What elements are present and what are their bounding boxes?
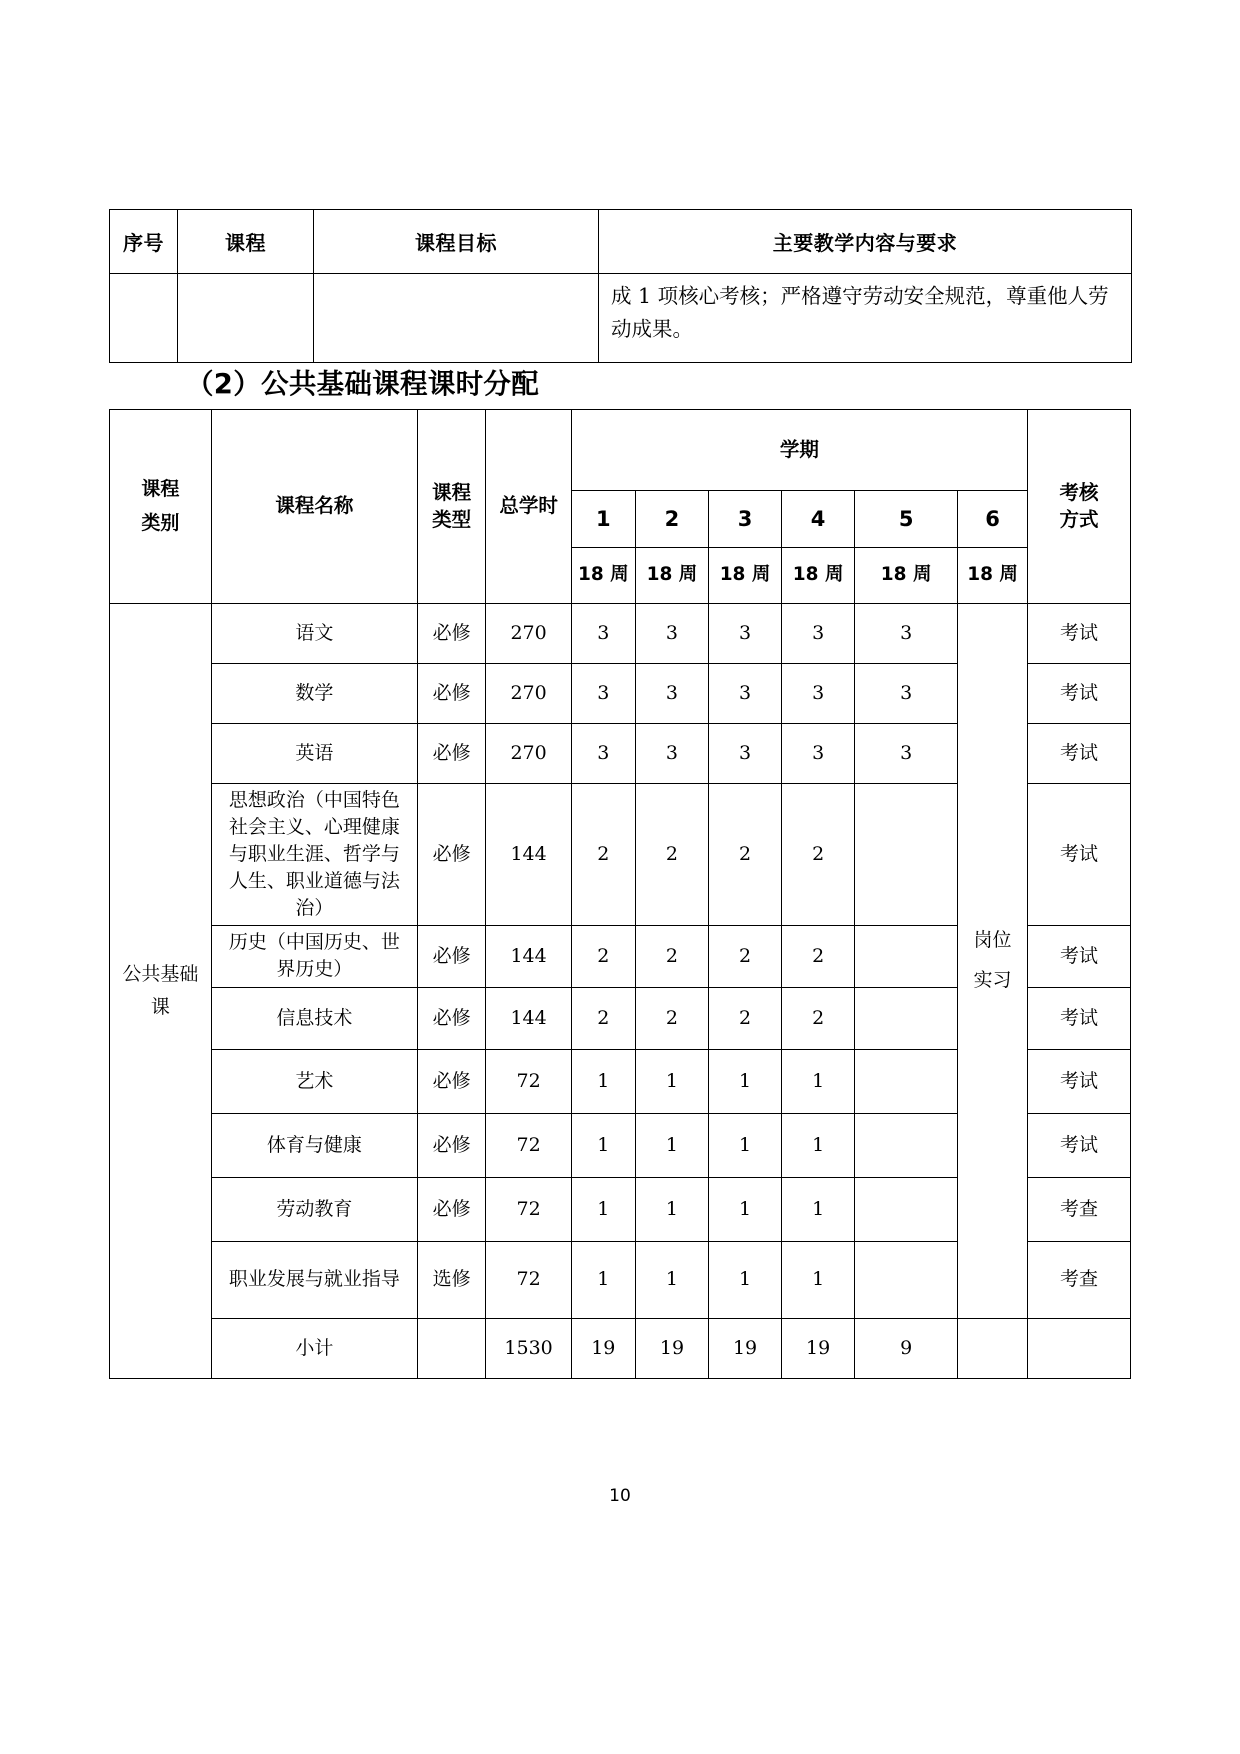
cell-internship-line2: 实习: [973, 968, 1012, 991]
cell-course-type: 必修: [417, 724, 486, 784]
cell-semester-1-hours: 2: [571, 925, 635, 987]
cell-semester-6-hours: [958, 1318, 1028, 1378]
page-number: 10: [609, 1486, 631, 1506]
cell-semester-5-hours: [855, 784, 958, 926]
cell-course-type: 必修: [417, 604, 486, 664]
cell-semester-1-hours: 1: [571, 1177, 635, 1241]
cell-total-hours: 72: [486, 1177, 571, 1241]
cell-assessment-method: 考试: [1027, 604, 1130, 664]
column-header-course-type: [417, 410, 486, 604]
column-header-semester-5: 5: [855, 491, 958, 548]
cell-semester-5-hours: [855, 1113, 958, 1177]
cell-course-category-line2: 课: [150, 995, 170, 1018]
cell-course-type: 必修: [417, 1113, 486, 1177]
cell-semester-2-hours: 2: [635, 784, 708, 926]
cell-semester-5-hours: 9: [855, 1318, 958, 1378]
cell-total-hours: 270: [486, 664, 571, 724]
cell-total-hours: 270: [486, 604, 571, 664]
continuation-table: [109, 209, 1132, 363]
cell-semester-1-hours: 3: [571, 604, 635, 664]
cell-semester-4-hours: 1: [782, 1177, 855, 1241]
cell-semester-3-hours: 1: [709, 1177, 782, 1241]
cell-total-hours: 144: [486, 784, 571, 926]
column-header-semester-4: 4: [782, 491, 855, 548]
cell-semester-3-hours: 1: [709, 1049, 782, 1113]
column-header-goal: 课程目标: [314, 210, 599, 274]
column-header-content: 主要教学内容与要求: [599, 210, 1132, 274]
cell-semester-2-hours: 19: [635, 1318, 708, 1378]
table-header-row: [110, 210, 1132, 274]
cell-semester-1-hours: 3: [571, 724, 635, 784]
cell-course-type: [417, 1318, 486, 1378]
cell-semester-3-hours: 1: [709, 1113, 782, 1177]
table-header-row-group: [110, 410, 1131, 491]
cell-internship-line1: 岗位: [973, 929, 1012, 952]
cell-semester-4-hours: 1: [782, 1049, 855, 1113]
cell-semester-5-hours: [855, 1049, 958, 1113]
cell-assessment-method: [1027, 1318, 1130, 1378]
column-header-semester-6: 6: [958, 491, 1028, 548]
cell-semester-4-hours: 1: [782, 1113, 855, 1177]
column-header-no: 序号: [110, 210, 178, 274]
cell-assessment-method: 考查: [1027, 1177, 1130, 1241]
cell-course-name: 信息技术: [211, 987, 417, 1049]
cell-course-name: 职业发展与就业指导: [211, 1241, 417, 1318]
cell-semester-5-hours: 3: [855, 604, 958, 664]
cell-semester-3-hours: 19: [709, 1318, 782, 1378]
column-header-course-name: 课程名称: [211, 410, 417, 604]
cell-no: [110, 274, 178, 363]
section-heading: （2）公共基础课程课时分配: [186, 368, 540, 400]
column-header-semester-1: 1: [571, 491, 635, 548]
cell-internship: [958, 604, 1028, 1319]
column-header-semester-2: 2: [635, 491, 708, 548]
cell-total-hours: 270: [486, 724, 571, 784]
column-header-assessment: [1027, 410, 1130, 604]
cell-assessment-method: 考试: [1027, 724, 1130, 784]
cell-semester-2-hours: 1: [635, 1113, 708, 1177]
cell-semester-3-hours: 3: [709, 724, 782, 784]
cell-course-type: 必修: [417, 784, 486, 926]
column-header-weeks-4: 18 周: [782, 548, 855, 604]
cell-semester-1-hours: 1: [571, 1241, 635, 1318]
cell-semester-5-hours: [855, 1177, 958, 1241]
column-header-course-type-line2: 类型: [432, 507, 472, 531]
cell-semester-4-hours: 1: [782, 1241, 855, 1318]
cell-semester-4-hours: 19: [782, 1318, 855, 1378]
cell-semester-3-hours: 2: [709, 784, 782, 926]
cell-semester-3-hours: 3: [709, 604, 782, 664]
cell-semester-1-hours: 1: [571, 1049, 635, 1113]
column-header-semester-3: 3: [709, 491, 782, 548]
cell-total-hours: 72: [486, 1241, 571, 1318]
cell-assessment-method: 考查: [1027, 1241, 1130, 1318]
cell-semester-3-hours: 1: [709, 1241, 782, 1318]
column-header-course: 课程: [178, 210, 314, 274]
cell-semester-5-hours: 3: [855, 664, 958, 724]
column-header-course-type-line1: 课程: [432, 481, 472, 505]
cell-course-name: 英语: [211, 724, 417, 784]
cell-semester-2-hours: 1: [635, 1049, 708, 1113]
cell-semester-5-hours: 3: [855, 724, 958, 784]
cell-semester-3-hours: 2: [709, 987, 782, 1049]
cell-course-name: 历史（中国历史、世界历史）: [211, 925, 417, 987]
cell-semester-4-hours: 2: [782, 925, 855, 987]
cell-semester-2-hours: 1: [635, 1241, 708, 1318]
cell-course-name: 劳动教育: [211, 1177, 417, 1241]
column-header-weeks-6: 18 周: [958, 548, 1028, 604]
table-row: [110, 1318, 1131, 1378]
cell-assessment-method: 考试: [1027, 987, 1130, 1049]
cell-semester-4-hours: 2: [782, 784, 855, 926]
cell-course: [178, 274, 314, 363]
cell-semester-4-hours: 3: [782, 664, 855, 724]
cell-semester-1-hours: 3: [571, 664, 635, 724]
cell-goal: [314, 274, 599, 363]
cell-semester-1-hours: 2: [571, 987, 635, 1049]
column-header-assessment-line2: 方式: [1059, 507, 1099, 531]
cell-course-type: 必修: [417, 1177, 486, 1241]
column-header-semester-group: 学期: [571, 410, 1027, 491]
cell-total-hours: 144: [486, 925, 571, 987]
cell-semester-2-hours: 2: [635, 925, 708, 987]
column-header-category-line2: 类别: [141, 511, 180, 534]
column-header-weeks-2: 18 周: [635, 548, 708, 604]
cell-assessment-method: 考试: [1027, 925, 1130, 987]
cell-assessment-method: 考试: [1027, 1049, 1130, 1113]
cell-semester-4-hours: 3: [782, 724, 855, 784]
cell-total-hours: 144: [486, 987, 571, 1049]
cell-course-type: 必修: [417, 925, 486, 987]
table-row: [110, 604, 1131, 664]
cell-total-hours: 72: [486, 1113, 571, 1177]
cell-assessment-method: 考试: [1027, 784, 1130, 926]
cell-semester-2-hours: 3: [635, 724, 708, 784]
column-header-weeks-1: 18 周: [571, 548, 635, 604]
column-header-total-hours: 总学时: [486, 410, 571, 604]
cell-course-category-line1: 公共基础: [122, 962, 199, 985]
cell-semester-4-hours: 2: [782, 987, 855, 1049]
cell-content: 成 1 项核心考核；严格遵守劳动安全规范，尊重他人劳动成果。: [599, 274, 1132, 363]
cell-semester-1-hours: 1: [571, 1113, 635, 1177]
table-row: [110, 274, 1132, 363]
cell-course-type: 必修: [417, 1049, 486, 1113]
cell-semester-4-hours: 3: [782, 604, 855, 664]
cell-semester-3-hours: 2: [709, 925, 782, 987]
cell-semester-1-hours: 19: [571, 1318, 635, 1378]
cell-course-name: 小计: [211, 1318, 417, 1378]
cell-semester-1-hours: 2: [571, 784, 635, 926]
column-header-assessment-line1: 考核: [1059, 481, 1099, 505]
cell-semester-5-hours: [855, 925, 958, 987]
cell-course-type: 必修: [417, 987, 486, 1049]
cell-course-name: 思想政治（中国特色社会主义、心理健康与职业生涯、哲学与人生、职业道德与法治）: [211, 784, 417, 926]
cell-semester-3-hours: 3: [709, 664, 782, 724]
cell-total-hours: 72: [486, 1049, 571, 1113]
cell-course-name: 体育与健康: [211, 1113, 417, 1177]
cell-total-hours: 1530: [486, 1318, 571, 1378]
course-hours-allocation-table: [109, 409, 1131, 1379]
cell-assessment-method: 考试: [1027, 664, 1130, 724]
cell-course-name: 语文: [211, 604, 417, 664]
cell-course-category: [110, 604, 212, 1379]
cell-semester-2-hours: 2: [635, 987, 708, 1049]
cell-course-name: 数学: [211, 664, 417, 724]
cell-semester-2-hours: 1: [635, 1177, 708, 1241]
column-header-category: [110, 410, 212, 604]
cell-course-name: 艺术: [211, 1049, 417, 1113]
cell-semester-2-hours: 3: [635, 664, 708, 724]
column-header-weeks-5: 18 周: [855, 548, 958, 604]
column-header-weeks-3: 18 周: [709, 548, 782, 604]
cell-semester-2-hours: 3: [635, 604, 708, 664]
cell-assessment-method: 考试: [1027, 1113, 1130, 1177]
cell-course-type: 选修: [417, 1241, 486, 1318]
column-header-category-line1: 课程: [141, 478, 180, 501]
cell-semester-5-hours: [855, 1241, 958, 1318]
cell-semester-5-hours: [855, 987, 958, 1049]
cell-course-type: 必修: [417, 664, 486, 724]
